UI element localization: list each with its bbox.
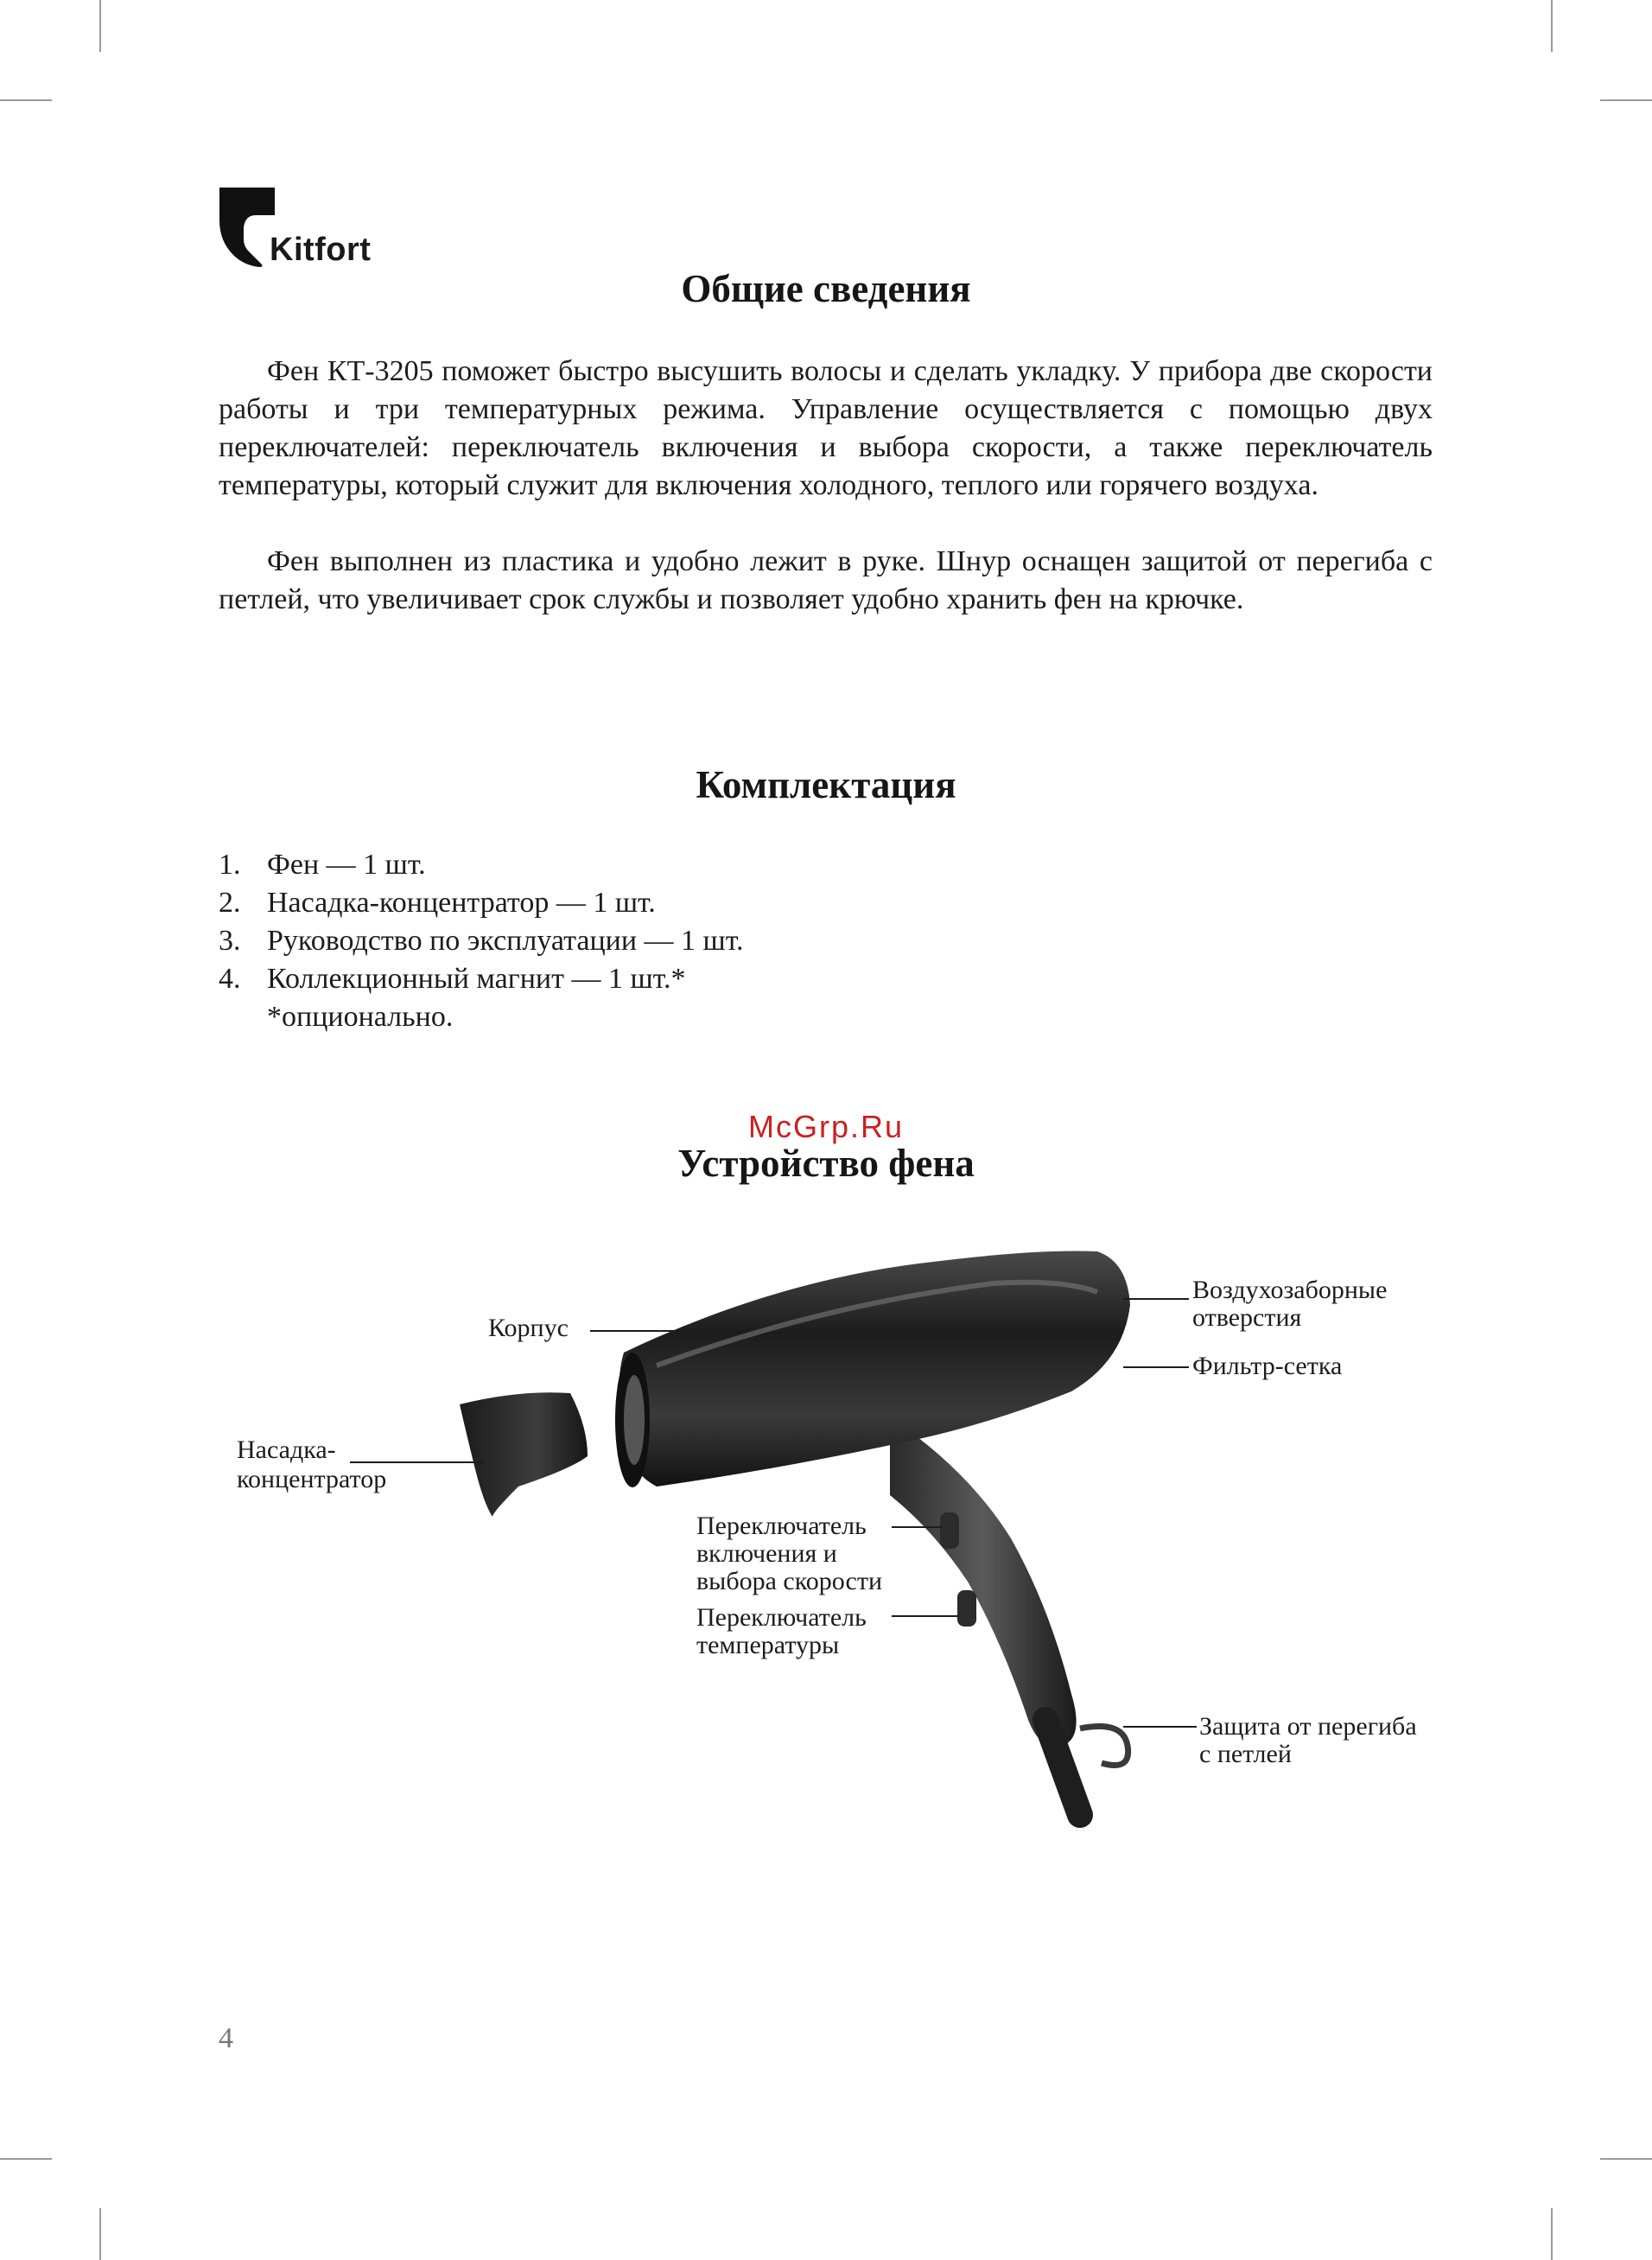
label-cord-guard: с петлей xyxy=(1199,1740,1292,1768)
crop-mark xyxy=(0,2158,52,2160)
label-body: Корпус xyxy=(488,1314,569,1342)
label-temp-switch: температуры xyxy=(696,1631,840,1659)
list-item xyxy=(219,922,744,960)
label-air-intake: Воздухозаборные xyxy=(1192,1276,1388,1304)
list-item-text: Коллекционный магнит — 1 шт.* xyxy=(267,963,686,995)
label-power-switch: включения и xyxy=(696,1539,837,1568)
label-temp-switch: Переключатель xyxy=(696,1603,867,1632)
kit-note: *опционально. xyxy=(267,1001,454,1033)
crop-mark xyxy=(1551,0,1553,52)
crop-mark xyxy=(1600,99,1652,101)
section-title-kit: Комплектация xyxy=(696,763,956,806)
label-nozzle: Насадка- xyxy=(237,1436,336,1464)
list-item-text: Руководство по эксплуатации — 1 шт. xyxy=(267,925,744,957)
watermark: McGrp.Ru xyxy=(747,1109,905,1144)
crop-mark xyxy=(1551,2208,1553,2260)
crop-mark xyxy=(99,0,101,52)
general-paragraph-2: Фен выполнен из пластика и удобно лежит в руке. Шнур оснащен защитой от перегиба с петлей, что увеличивает срок службы и позволяет удобно хранить фен на крючке. xyxy=(219,545,1433,615)
crop-mark xyxy=(1600,2158,1652,2160)
list-item-number: 1. xyxy=(219,849,241,881)
list-item-number: 2. xyxy=(219,887,241,919)
list-item xyxy=(219,846,744,884)
label-power-switch: выбора скорости xyxy=(696,1567,882,1595)
list-item xyxy=(219,884,744,922)
crop-mark xyxy=(99,2208,101,2260)
list-item-number: 3. xyxy=(219,925,241,957)
label-air-intake: отверстия xyxy=(1192,1303,1302,1332)
page-number: 4 xyxy=(219,2022,233,2054)
brand-name: Kitfort xyxy=(270,232,372,268)
kit-list xyxy=(219,846,744,998)
general-paragraph-1: Фен КТ-3205 поможет быстро высушить волосы и сделать укладку. У прибора две скорости работы и три температурных режима. Управление осуществляется с помощью двух переключателей: переключатель включения и выбора скорости, а также переключатель температуры, который служит для включения холодного, теплого или горячего воздуха. xyxy=(219,355,1433,501)
label-filter: Фильтр-сетка xyxy=(1192,1352,1343,1380)
crop-mark xyxy=(0,99,52,101)
section-title-general: Общие сведения xyxy=(681,267,971,310)
label-power-switch: Переключатель xyxy=(696,1512,867,1540)
list-item-number: 4. xyxy=(219,963,241,995)
label-cord-guard: Защита от перегиба xyxy=(1199,1712,1417,1741)
label-nozzle: концентратор xyxy=(237,1465,387,1493)
list-item-text: Фен — 1 шт. xyxy=(267,849,426,881)
section-title-device: Устройство фена xyxy=(677,1142,975,1185)
list-item xyxy=(219,960,744,998)
list-item-text: Насадка-концентратор — 1 шт. xyxy=(267,887,656,919)
